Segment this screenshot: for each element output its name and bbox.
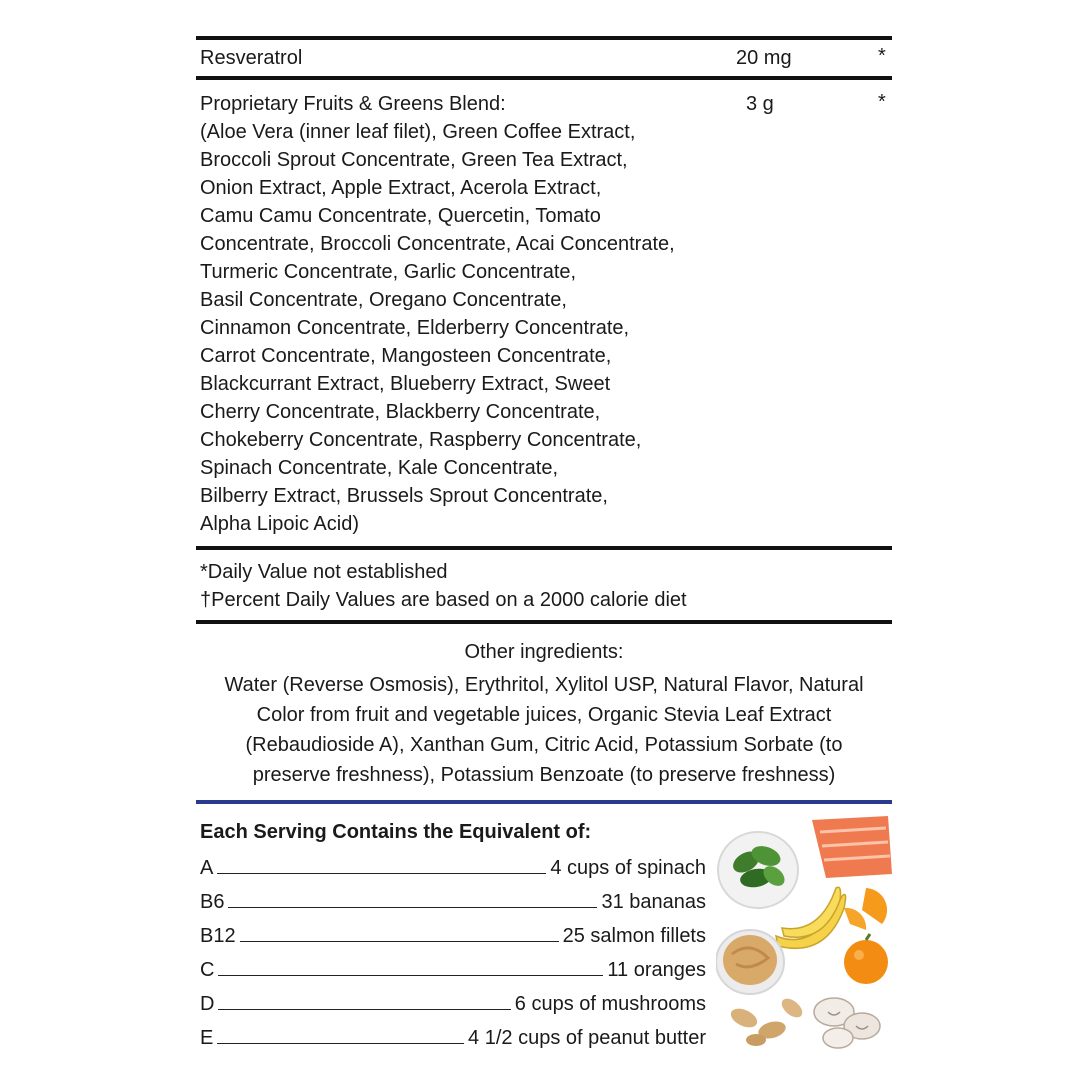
- equivalent-amount: 4 cups of spinach: [550, 857, 706, 879]
- food-illustration: [716, 812, 892, 1052]
- vitamin-label: B6: [200, 891, 225, 913]
- leader-line: [218, 974, 603, 976]
- equivalent-amount: 25 salmon fillets: [562, 925, 706, 947]
- other-ingredients-text: [196, 670, 892, 790]
- equivalent-row: [200, 1020, 706, 1050]
- equivalent-row: [200, 884, 706, 914]
- orange-icon: [844, 934, 888, 984]
- blend-name: Proprietary Fruits & Greens Blend:: [200, 93, 506, 115]
- equivalent-row: [200, 918, 706, 948]
- supplement-facts-panel: [196, 0, 892, 1080]
- accent-rule: [196, 800, 892, 804]
- equivalent-row: [200, 952, 706, 982]
- blend-ingredient-line: Concentrate, Broccoli Concentrate, Acai Concentrate,: [200, 233, 675, 255]
- blend-ingredient-line: Carrot Concentrate, Mangosteen Concentrate,: [200, 345, 612, 367]
- leader-line: [228, 906, 597, 908]
- rule-after-resveratrol: [196, 76, 892, 80]
- percent-dv-note: †Percent Daily Values are based on a 2000 calorie diet: [200, 589, 687, 611]
- other-ingredients-line: Color from fruit and vegetable juices, Organic Stevia Leaf Extract: [256, 704, 832, 726]
- orange-slice-icon: [844, 888, 887, 930]
- resveratrol-name: Resveratrol: [200, 47, 303, 69]
- blend-ingredient-line: (Aloe Vera (inner leaf filet), Green Coffee Extract,: [200, 121, 636, 143]
- blend-ingredient-line: Cherry Concentrate, Blackberry Concentrate,: [200, 401, 601, 423]
- salmon-fillet-icon: [812, 816, 892, 878]
- equivalent-amount: 31 bananas: [601, 891, 706, 913]
- equivalent-amount: 6 cups of mushrooms: [514, 993, 706, 1015]
- spinach-bowl-icon: [718, 832, 798, 908]
- vitamin-label: D: [200, 993, 215, 1015]
- mushroom-icon: [814, 998, 880, 1048]
- blend-ingredient-line: Alpha Lipoic Acid): [200, 513, 359, 535]
- equivalent-row: [200, 850, 706, 880]
- resveratrol-amount: 20 mg: [736, 47, 792, 69]
- blend-ingredient-line: Cinnamon Concentrate, Elderberry Concentrate,: [200, 317, 630, 339]
- blend-ingredient-line: Basil Concentrate, Oregano Concentrate,: [200, 289, 567, 311]
- rule-after-blend: [196, 546, 892, 550]
- blend-ingredient-line: Broccoli Sprout Concentrate, Green Tea Extract,: [200, 149, 628, 171]
- blend-ingredient-line: Spinach Concentrate, Kale Concentrate,: [200, 457, 558, 479]
- peanut-butter-icon: [716, 930, 784, 994]
- blend-amount: 3 g: [746, 93, 774, 115]
- leader-line: [240, 940, 559, 942]
- blend-ingredient-line: Turmeric Concentrate, Garlic Concentrate,: [200, 261, 577, 283]
- equivalent-row: [200, 986, 706, 1016]
- other-ingredients-line: (Rebaudioside A), Xanthan Gum, Citric Acid, Potassium Sorbate (to: [245, 734, 843, 756]
- equivalent-title: Each Serving Contains the Equivalent of:: [200, 821, 592, 843]
- blend-ingredient-line: Chokeberry Concentrate, Raspberry Concentrate,: [200, 429, 642, 451]
- equivalent-amount: 4 1/2 cups of peanut butter: [468, 1027, 706, 1049]
- peanut-icon: [728, 995, 806, 1046]
- top-rule: [196, 36, 892, 40]
- vitamin-label: B12: [200, 925, 236, 947]
- leader-line: [217, 1042, 464, 1044]
- vitamin-label: C: [200, 959, 215, 981]
- blend-ingredients: [200, 90, 740, 538]
- vitamin-label: A: [200, 857, 214, 879]
- daily-value-note: *Daily Value not established: [200, 561, 448, 583]
- blend-ingredient-line: Bilberry Extract, Brussels Sprout Concentrate,: [200, 485, 608, 507]
- leader-line: [217, 872, 546, 874]
- blend-ingredient-line: Blackcurrant Extract, Blueberry Extract, Sweet: [200, 373, 611, 395]
- other-ingredients-line: preserve freshness), Potassium Benzoate (to preserve freshness): [252, 764, 836, 786]
- blend-ingredient-line: Camu Camu Concentrate, Quercetin, Tomato: [200, 205, 601, 227]
- other-ingredients-title: Other ingredients:: [464, 641, 624, 663]
- vitamin-label: E: [200, 1027, 214, 1049]
- other-ingredients-line: Water (Reverse Osmosis), Erythritol, Xylitol USP, Natural Flavor, Natural: [224, 674, 864, 696]
- blend-ingredient-list: [200, 118, 740, 538]
- blend-ingredient-line: Onion Extract, Apple Extract, Acerola Extract,: [200, 177, 602, 199]
- footnotes: [200, 558, 687, 614]
- rule-after-notes: [196, 620, 892, 624]
- resveratrol-dv: *: [878, 45, 886, 67]
- blend-dv: *: [878, 91, 886, 113]
- equivalent-amount: 11 oranges: [607, 959, 706, 981]
- leader-line: [218, 1008, 510, 1010]
